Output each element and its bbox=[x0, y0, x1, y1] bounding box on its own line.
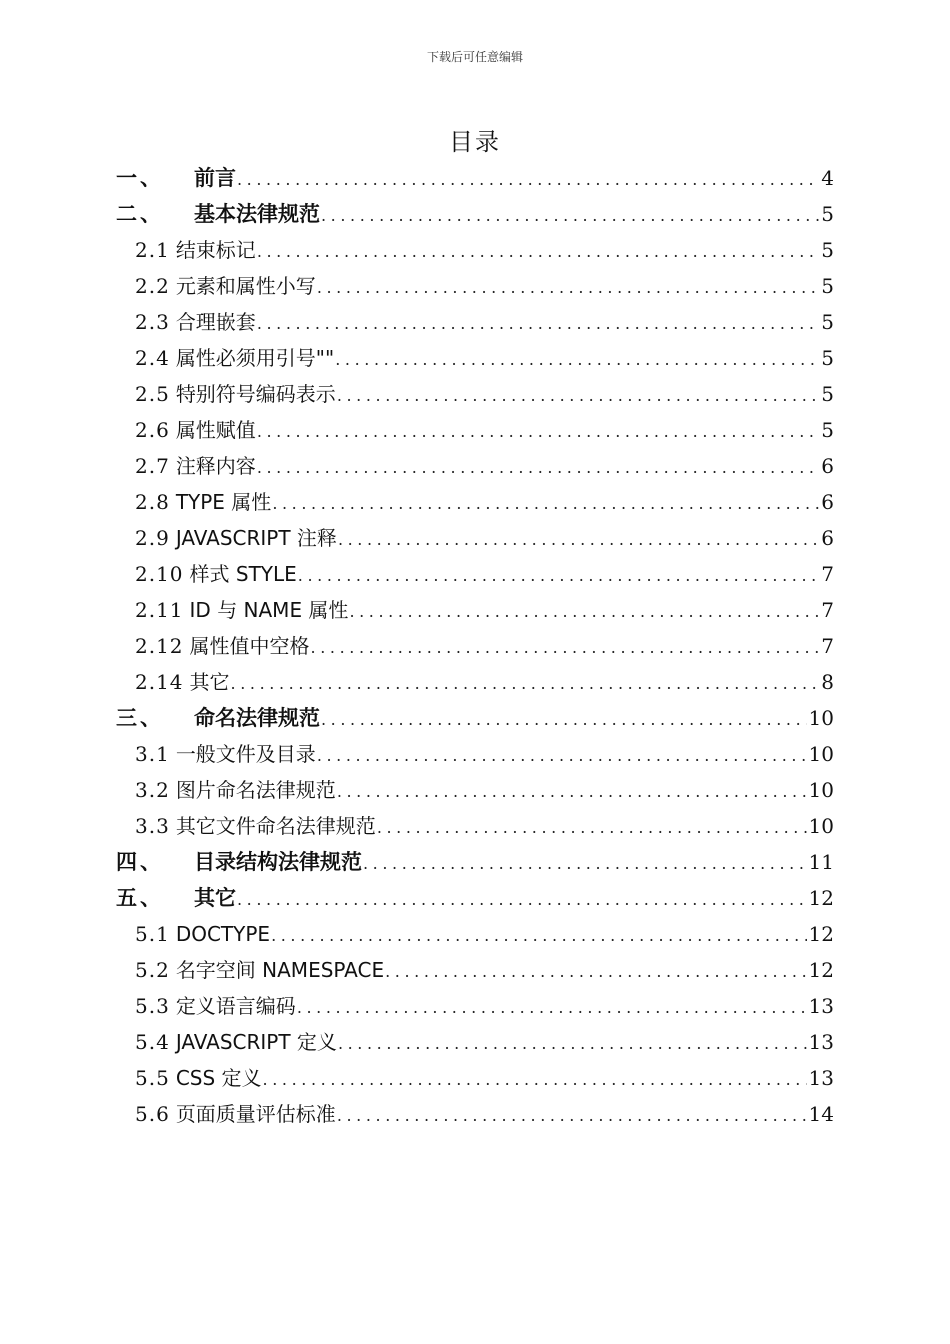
toc-entry-label: 结束标记 bbox=[175, 238, 256, 262]
toc-entry-page-number: 5 bbox=[821, 202, 834, 226]
toc-entry-number: 3.2 bbox=[135, 778, 170, 802]
toc-entry-number: 2.11 bbox=[135, 598, 184, 622]
toc-entry-number: 2.5 bbox=[135, 382, 170, 406]
toc-entry-label: 其它 bbox=[194, 886, 236, 910]
toc-section-entry[interactable] bbox=[116, 304, 834, 340]
toc-dot-leader bbox=[336, 378, 819, 414]
toc-entry-page-number: 5 bbox=[821, 238, 834, 262]
toc-entry-label: 目录结构法律规范 bbox=[194, 850, 362, 874]
toc-entry-page-number: 10 bbox=[808, 742, 834, 766]
toc-entry-label: 前言 bbox=[194, 166, 236, 190]
toc-entry-page-number: 12 bbox=[808, 958, 834, 982]
toc-dot-leader bbox=[236, 882, 807, 918]
toc-dot-leader bbox=[256, 450, 819, 486]
toc-dot-leader bbox=[316, 738, 807, 774]
toc-dot-leader bbox=[336, 774, 807, 810]
toc-entry-number: 5.3 bbox=[135, 994, 170, 1018]
toc-entry-label: 属性值中空格 bbox=[189, 634, 310, 658]
toc-entry-page-number: 10 bbox=[808, 814, 834, 838]
toc-dot-leader bbox=[230, 666, 820, 702]
toc-entry-label: 注释内容 bbox=[175, 454, 256, 478]
toc-entry-label: 名字空间 NAMESPACE bbox=[175, 958, 385, 982]
toc-entry-number: 2.1 bbox=[135, 238, 170, 262]
toc-dot-leader bbox=[256, 234, 819, 270]
toc-entry-page-number: 4 bbox=[821, 166, 834, 190]
toc-chapter-entry[interactable] bbox=[116, 700, 834, 736]
toc-dot-leader bbox=[271, 486, 819, 522]
toc-entry-page-number: 13 bbox=[808, 1066, 834, 1090]
toc-dot-leader bbox=[316, 270, 819, 306]
toc-entry-label: 属性赋值 bbox=[175, 418, 256, 442]
toc-entry-number: 2.3 bbox=[135, 310, 170, 334]
toc-section-entry[interactable] bbox=[116, 628, 834, 664]
toc-dot-leader bbox=[256, 414, 819, 450]
toc-entry-number: 2.9 bbox=[135, 526, 170, 550]
toc-dot-leader bbox=[236, 162, 819, 198]
toc-entry-number: 2.2 bbox=[135, 274, 170, 298]
toc-entry-number: 2.7 bbox=[135, 454, 170, 478]
toc-entry-label: 基本法律规范 bbox=[194, 202, 320, 226]
toc-entry-page-number: 7 bbox=[821, 634, 834, 658]
toc-section-entry[interactable] bbox=[116, 952, 834, 988]
toc-entry-page-number: 12 bbox=[808, 886, 834, 910]
toc-dot-leader bbox=[334, 342, 819, 378]
toc-entry-label: 元素和属性小写 bbox=[175, 274, 316, 298]
header-note: 下载后可任意编辑 bbox=[426, 50, 523, 64]
toc-section-entry[interactable] bbox=[116, 916, 834, 952]
toc-section-entry[interactable] bbox=[116, 484, 834, 520]
toc-entry-number: 四、 bbox=[116, 850, 164, 874]
toc-entry-label: CSS 定义 bbox=[175, 1066, 262, 1090]
toc-dot-leader bbox=[320, 702, 807, 738]
toc-section-entry[interactable] bbox=[116, 232, 834, 268]
toc-entry-number: 5.5 bbox=[135, 1066, 170, 1090]
toc-section-entry[interactable] bbox=[116, 412, 834, 448]
toc-entry-number: 5.2 bbox=[135, 958, 170, 982]
toc-entry-label: 定义语言编码 bbox=[175, 994, 296, 1018]
toc-dot-leader bbox=[376, 810, 807, 846]
toc-entry-number: 2.6 bbox=[135, 418, 170, 442]
toc-section-entry[interactable] bbox=[116, 592, 834, 628]
toc-entry-number: 3.3 bbox=[135, 814, 170, 838]
toc-entry-label: 合理嵌套 bbox=[175, 310, 256, 334]
toc-entry-page-number: 10 bbox=[808, 706, 834, 730]
toc-entry-page-number: 6 bbox=[821, 454, 834, 478]
toc-entry-number: 一、 bbox=[116, 166, 164, 190]
toc-section-entry[interactable] bbox=[116, 1096, 834, 1132]
toc-entry-label: 属性必须用引号"" bbox=[175, 346, 335, 370]
toc-entry-label: 命名法律规范 bbox=[194, 706, 320, 730]
toc-section-entry[interactable] bbox=[116, 268, 834, 304]
toc-entry-page-number: 8 bbox=[821, 670, 834, 694]
toc-entry-page-number: 5 bbox=[821, 274, 834, 298]
toc-chapter-entry[interactable] bbox=[116, 880, 834, 916]
toc-entry-number: 三、 bbox=[116, 706, 164, 730]
toc-dot-leader bbox=[337, 522, 819, 558]
toc-entry-label: 特别符号编码表示 bbox=[175, 382, 336, 406]
toc-entry-label: 一般文件及目录 bbox=[175, 742, 316, 766]
toc-section-entry[interactable] bbox=[116, 736, 834, 772]
toc-entry-page-number: 5 bbox=[821, 382, 834, 406]
toc-entry-label: 图片命名法律规范 bbox=[175, 778, 336, 802]
toc-section-entry[interactable] bbox=[116, 664, 834, 700]
toc-section-entry[interactable] bbox=[116, 448, 834, 484]
toc-entry-page-number: 13 bbox=[808, 1030, 834, 1054]
toc-entry-page-number: 5 bbox=[821, 418, 834, 442]
toc-section-entry[interactable] bbox=[116, 376, 834, 412]
toc-dot-leader bbox=[297, 558, 819, 594]
toc-dot-leader bbox=[270, 918, 806, 954]
toc-entry-number: 二、 bbox=[116, 202, 164, 226]
toc-chapter-entry[interactable] bbox=[116, 160, 834, 196]
toc-entry-page-number: 14 bbox=[808, 1102, 834, 1126]
toc-dot-leader bbox=[262, 1062, 807, 1098]
toc-dot-leader bbox=[348, 594, 819, 630]
toc-entry-label: 其它文件命名法律规范 bbox=[175, 814, 376, 838]
toc-section-entry[interactable] bbox=[116, 808, 834, 844]
toc-dot-leader bbox=[296, 990, 807, 1026]
toc-entry-number: 2.4 bbox=[135, 346, 170, 370]
toc-dot-leader bbox=[256, 306, 819, 342]
toc-dot-leader bbox=[384, 954, 806, 990]
toc-section-entry[interactable] bbox=[116, 1060, 834, 1096]
toc-entry-number: 2.14 bbox=[135, 670, 184, 694]
toc-entry-number: 2.12 bbox=[135, 634, 184, 658]
toc-entry-label: 样式 STYLE bbox=[189, 562, 297, 586]
toc-entry-label: 其它 bbox=[189, 670, 230, 694]
toc-entry-page-number: 11 bbox=[808, 850, 834, 874]
toc-section-entry[interactable] bbox=[116, 988, 834, 1024]
toc-entry-number: 5.1 bbox=[135, 922, 170, 946]
toc-entry-page-number: 7 bbox=[821, 562, 834, 586]
toc-entry-number: 3.1 bbox=[135, 742, 170, 766]
toc-section-entry[interactable] bbox=[116, 1024, 834, 1060]
toc-entry-page-number: 10 bbox=[808, 778, 834, 802]
toc-dot-leader bbox=[320, 198, 819, 234]
toc-entry-label: JAVASCRIPT 注释 bbox=[175, 526, 337, 550]
toc-entry-number: 五、 bbox=[116, 886, 164, 910]
toc-entry-page-number: 6 bbox=[821, 526, 834, 550]
toc-entry-number: 2.10 bbox=[135, 562, 184, 586]
toc-entry-page-number: 7 bbox=[821, 598, 834, 622]
toc-entry-number: 5.4 bbox=[135, 1030, 170, 1054]
toc-section-entry[interactable] bbox=[116, 772, 834, 808]
toc-entry-label: DOCTYPE bbox=[175, 922, 271, 946]
toc-title: 目录 bbox=[449, 128, 501, 156]
toc-section-entry[interactable] bbox=[116, 340, 834, 376]
toc-entry-label: ID 与 NAME 属性 bbox=[189, 598, 349, 622]
toc-entry-label: 页面质量评估标准 bbox=[175, 1102, 336, 1126]
toc-entry-label: JAVASCRIPT 定义 bbox=[175, 1030, 337, 1054]
toc-entry-page-number: 5 bbox=[821, 346, 834, 370]
toc-chapter-entry[interactable] bbox=[116, 196, 834, 232]
toc-entry-number: 5.6 bbox=[135, 1102, 170, 1126]
toc-entry-page-number: 13 bbox=[808, 994, 834, 1018]
toc-section-entry[interactable] bbox=[116, 520, 834, 556]
toc-dot-leader bbox=[362, 846, 807, 882]
toc-chapter-entry[interactable] bbox=[116, 844, 834, 880]
toc-dot-leader bbox=[336, 1098, 807, 1134]
toc-entry-page-number: 6 bbox=[821, 490, 834, 514]
toc-entry-number: 2.8 bbox=[135, 490, 170, 514]
toc-entry-page-number: 5 bbox=[821, 310, 834, 334]
table-of-contents bbox=[116, 160, 834, 1132]
toc-section-entry[interactable] bbox=[116, 556, 834, 592]
toc-dot-leader bbox=[337, 1026, 807, 1062]
toc-entry-label: TYPE 属性 bbox=[175, 490, 272, 514]
toc-dot-leader bbox=[310, 630, 820, 666]
toc-entry-page-number: 12 bbox=[808, 922, 834, 946]
